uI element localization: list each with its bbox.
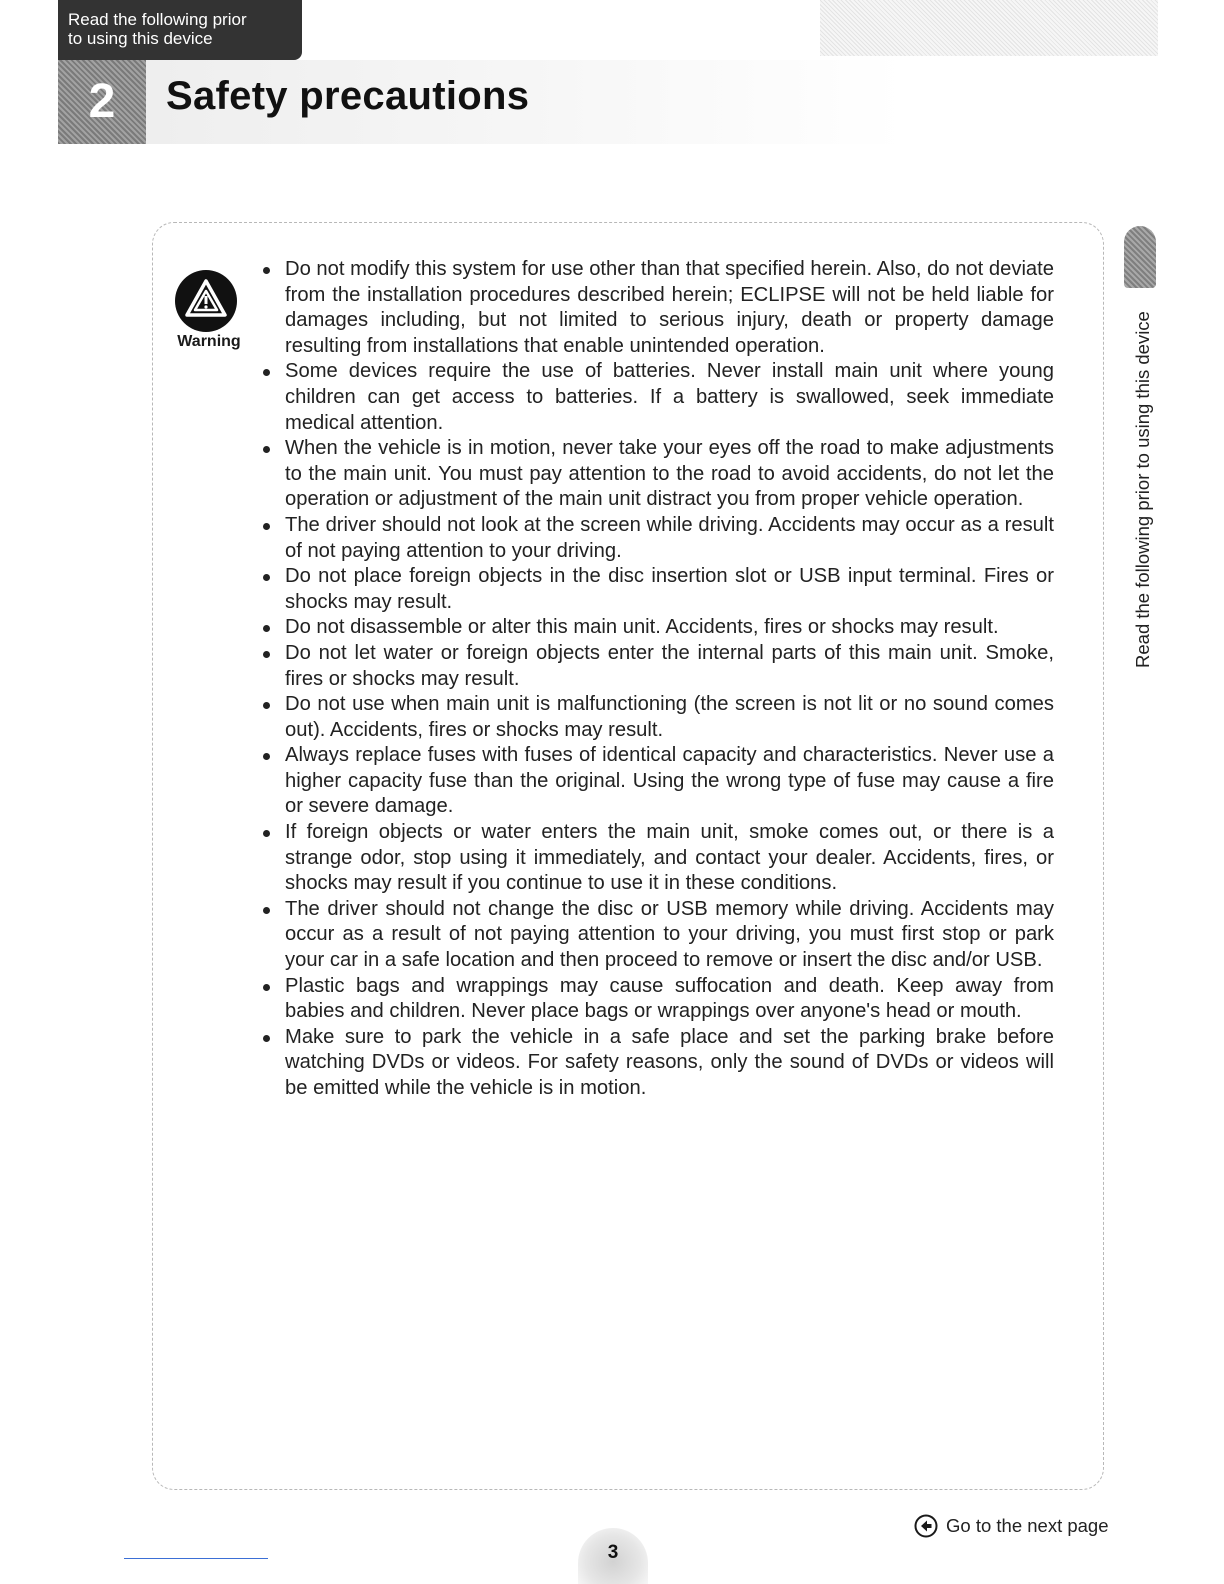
list-item: Do not disassemble or alter this main unit. Accidents, fires or shocks may result.	[262, 615, 1054, 641]
list-item: If foreign objects or water enters the main unit, smoke comes out, or there is a strange odor, stop using it immediately, and contact your dealer. Accidents, fires, or shocks may result if you continue to use it in these conditions.	[262, 820, 1054, 897]
list-item: Always replace fuses with fuses of identical capacity and characteristics. Never use a higher capacity fuse than the original. Using the wrong type of fuse may cause a fire or severe damage.	[262, 743, 1054, 820]
list-item: Do not let water or foreign objects enter the internal parts of this main unit. Smoke, fires or shocks may result.	[262, 641, 1054, 692]
warning-triangle-icon	[174, 269, 238, 333]
next-page-label: Go to the next page	[946, 1515, 1109, 1536]
next-page-link[interactable]	[914, 1514, 1109, 1538]
safety-bullet-list	[262, 257, 1054, 1102]
list-item: Some devices require the use of batteries. Never install main unit where young children can get access to batteries. If a battery is swallowed, seek immediate medical attention.	[262, 359, 1054, 436]
list-item: Do not place foreign objects in the disc insertion slot or USB input terminal. Fires or shocks may result.	[262, 564, 1054, 615]
side-tab-text: Read the following prior to using this device	[1132, 311, 1153, 668]
page-number: 3	[607, 1542, 619, 1563]
arrow-right-circle-icon	[914, 1514, 938, 1538]
list-item: Do not use when main unit is malfunctioning (the screen is not lit or no sound comes out). Accidents, fires or shocks may result.	[262, 692, 1054, 743]
side-tab-marker	[1124, 226, 1156, 288]
footer-rule	[124, 1558, 268, 1559]
list-item: Do not modify this system for use other than that specified herein. Also, do not deviate from the installation procedures described herein; ECLIPSE will not be held liable for damages including, but not limited to serious injury, death or property damage resulting from installations that enable unintended operation.	[262, 257, 1054, 359]
header-tone-band	[820, 0, 1158, 56]
list-item: When the vehicle is in motion, never take your eyes off the road to make adjustments to the main unit. You must pay attention to the road to avoid accidents, do not let the operation or adjustment of the main unit distract you from proper vehicle operation.	[262, 436, 1054, 513]
list-item: Plastic bags and wrappings may cause suffocation and death. Keep away from babies and children. Never place bags or wrappings over anyone's head or mouth.	[262, 974, 1054, 1025]
chapter-number: 2	[58, 60, 146, 144]
list-item: Make sure to park the vehicle in a safe place and set the parking brake before watching DVDs or videos. For safety reasons, only the sound of DVDs or videos will be emitted while the vehicle is in motion.	[262, 1025, 1054, 1102]
warning-label: Warning	[177, 333, 241, 350]
section-label-line2: to using this device	[68, 29, 213, 48]
list-item: The driver should not look at the screen while driving. Accidents may occur as a result of not paying attention to your driving.	[262, 513, 1054, 564]
section-label	[58, 0, 302, 60]
page-title: Safety precautions	[166, 74, 530, 118]
section-label-line1: Read the following prior	[68, 10, 247, 29]
list-item: The driver should not change the disc or USB memory while driving. Accidents may occur as a result of not paying attention to your driving, you must first stop or park your car in a safe location and then proceed to remove or insert the disc and/or USB.	[262, 897, 1054, 974]
